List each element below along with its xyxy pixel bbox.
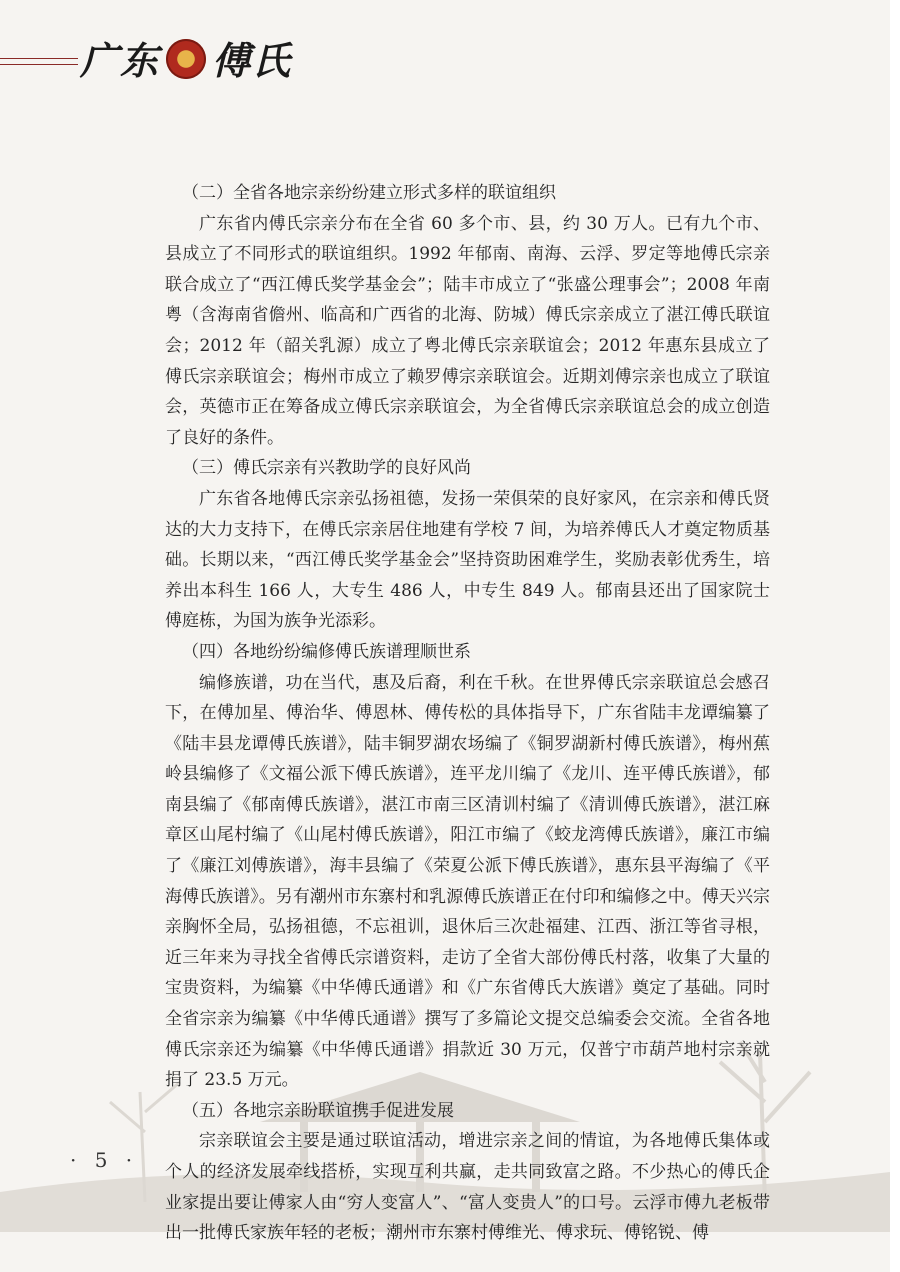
header-rule [0,64,78,65]
body-text [165,178,770,1249]
section-heading: （二）全省各地宗亲纷纷建立形式多样的联谊组织 [182,183,556,203]
page-number: · 5 · [70,1148,139,1172]
family-seal-logo [166,39,206,79]
header-rule [0,58,78,59]
body-paragraph: 宗亲联谊会主要是通过联谊活动，增进宗亲之间的情谊，为各地傅氏集体或个人的经济发展牵线搭桥，实现互利共赢，走共同致富之路。不少热心的傅氏企业家提出要让傅家人由“穷人变富人”、“富人变贵人”的口号。云浮市傅九老板带出一批傅氏家族年轻的老板；潮州市东寨村傅维光、傅求玩、傅铭锐、傅 [165,1131,770,1244]
section-heading: （三）傅氏宗亲有兴教助学的良好风尚 [182,458,471,479]
section-heading: （五）各地宗亲盼联谊携手促进发展 [182,1100,454,1121]
running-header [80,30,292,85]
header-title-left: 广东 [80,38,161,83]
body-paragraph: 广东省内傅氏宗亲分布在全省 60 多个市、县，约 30 万人。已有九个市、县成立了不同形式的联谊组织。1992 年郁南、南海、云浮、罗定等地傅氏宗亲联合成立了“西江傅氏奖学基金会”；陆丰市成立了“张盛公理事会”；2008 年南粤（含海南省儋州、临高和广西省的北海、防城）傅氏宗亲成立了湛江傅氏联谊会；2012 年（韶关乳源）成立了粤北傅氏宗亲联谊会；2012 年惠东县成立了傅氏宗亲联谊会；梅州市成立了赖罗傅宗亲联谊会。近期刘傅宗亲也成立了联谊会，英德市正在筹备成立傅氏宗亲联谊会，为全省傅氏宗亲联谊总会的成立创造了良好的条件。 [165,213,770,448]
body-paragraph: 编修族谱，功在当代，惠及后裔，利在千秋。在世界傅氏宗亲联谊总会感召下，在傅加星、傅治华、傅恩林、傅传松的具体指导下，广东省陆丰龙谭编纂了《陆丰县龙谭傅氏族谱》，陆丰铜罗湖农场编了《铜罗湖新村傅氏族谱》，梅州蕉岭县编修了《文福公派下傅氏族谱》，连平龙川编了《龙川、连平傅氏族谱》，郁南县编了《郁南傅氏族谱》，湛江市南三区清训村编了《清训傅氏族谱》，湛江麻章区山尾村编了《山尾村傅氏族谱》，阳江市编了《蛟龙湾傅氏族谱》，廉江市编了《廉江刘傅族谱》，海丰县编了《荣夏公派下傅氏族谱》，惠东县平海编了《平海傅氏族谱》。另有潮州市东寨村和乳源傅氏族谱正在付印和编修之中。傅天兴宗亲胸怀全局，弘扬祖德，不忘祖训，退休后三次赴福建、江西、浙江等省寻根，近三年来为寻找全省傅氏宗谱资料，走访了全省大部份傅氏村落，收集了大量的宝贵资料，为编纂《中华傅氏通谱》和《广东省傅氏大族谱》奠定了基础。同时全省宗亲为编纂《中华傅氏通谱》撰写了多篇论文提交总编委会交流。全省各地傅氏宗亲还为编纂《中华傅氏通谱》捐款近 30 万元，仅普宁市葫芦地村宗亲就捐了 23.5 万元。 [165,672,770,1091]
section-heading: （四）各地纷纷编修傅氏族谱理顺世系 [182,641,471,662]
header-title-right: 傅氏 [212,38,293,83]
body-paragraph: 广东省各地傅氏宗亲弘扬祖德，发扬一荣俱荣的良好家风，在宗亲和傅氏贤达的大力支持下，在傅氏宗亲居住地建有学校 7 间，为培养傅氏人才奠定物质基础。长期以来，“西江傅氏奖学基金会”坚持资助困难学生，奖励表彰优秀生，培养出本科生 166 人，大专生 486 人，中专生 849 人。郁南县还出了国家院士傅庭栋，为国为族争光添彩。 [165,488,770,632]
